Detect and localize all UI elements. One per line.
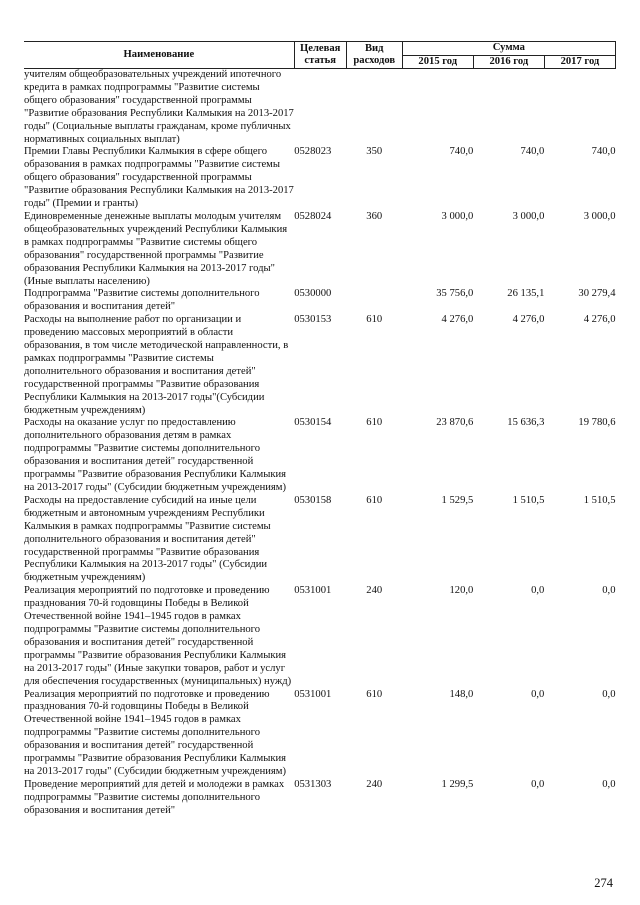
row-sum-2016: 0,0 [531,585,545,597]
row-sum-2015: 1 529,5 [441,494,474,506]
table-row [24,779,616,818]
table-row [24,288,616,314]
row-name: Расходы на оказание услуг по предоставлению дополнительного образования детям в рамках подпрограммы "Развитие системы дополнительного образования и воспитания детей" государственной программы "Развитие образования Республики Калмыкия на 2013-2017 годы" (Субсидии бюджетным учреждениям) [24,417,287,493]
header-type-line1: Вид [364,43,384,54]
row-expense-type [346,69,402,147]
row-expense-type: 610 [366,417,383,429]
table-row [24,585,616,688]
row-sum-2017: 1 510,5 [583,494,616,506]
row-expense-type: 350 [366,146,383,158]
header-year-2017: 2017 год [544,56,615,69]
row-sum-2015: 23 870,6 [436,417,474,429]
row-sum-2016: 740,0 [520,146,545,158]
row-name: Расходы на выполнение работ по организации и проведению массовых мероприятий в области образования, в том числе методической направленности, в рамках подпрограммы "Развитие системы дополнительного образования и воспитания детей" государственной программы "Развитие образования Республики Калмыкия на 2013-2017 годы"(Субсидии бюджетным учреждениям) [24,314,289,416]
row-sum-2017: 4 276,0 [583,314,616,326]
budget-table [24,41,616,818]
row-sum-2015: 3 000,0 [441,210,474,222]
row-sum-2015: 4 276,0 [441,314,474,326]
row-sum-2015: 148,0 [449,688,474,700]
table-row [24,69,616,147]
row-target-article: 0530153 [294,314,332,326]
row-expense-type: 240 [366,585,383,597]
row-target-article: 0530154 [294,417,332,429]
row-target-article: 0530000 [294,288,332,300]
row-target-article: 0531001 [294,585,332,597]
header-year-2016: 2016 год [473,56,544,69]
row-expense-type [346,288,402,314]
table-row [24,689,616,779]
row-sum-2017: 740,0 [591,146,616,158]
header-target-line1: Целевая [300,43,341,54]
row-name: Расходы на предоставление субсидий на иные цели бюджетным и автономным учреждениям Республики Калмыкия в рамках подпрограммы "Развитие системы дополнительного образования и воспитания детей" государственной программы "Развитие образования Республики Калмыкия на 2013-2017 годы" (Субсидии бюджетным учреждениям) [24,494,271,584]
row-sum-2016: 1 510,5 [512,494,545,506]
table-row [24,211,616,288]
row-sum-2016: 3 000,0 [512,210,545,222]
row-name: Реализация мероприятий по подготовке и проведению празднования 70-й годовщины Победы в Великой Отечественной войне 1941–1945 годов в рамках подпрограммы "Развитие системы дополнительного образования и воспитания детей" государственной программы "Развитие образования Республики Калмыкия на 2013-2017 годы" (Иные закупки товаров, работ и услуг для обеспечения государственных (муниципальных) нужд) [24,585,292,687]
row-name: Премии Главы Республики Калмыкия в сфере общего образования в рамках подпрограммы "Развитие системы общего образования" государственной программы "Развитие образования Республики Калмыкия на 2013-2017 годы" (Премии и гранты) [24,146,294,210]
header-expense-type [346,42,402,69]
row-sum-2017: 0,0 [602,688,616,700]
row-expense-type: 360 [366,210,383,222]
table-row [24,417,616,494]
row-target-article: 0531303 [294,778,332,790]
row-sum-2016 [473,69,544,147]
row-target-article: 0530158 [294,494,332,506]
table-row [24,146,616,211]
row-sum-2016: 26 135,1 [507,288,545,300]
row-target-article: 0528023 [294,146,332,158]
row-sum-2016: 0,0 [531,778,545,790]
row-name: Подпрограмма "Развитие системы дополнительного образования и воспитания детей" [24,288,260,313]
header-target-line2: статья [304,55,337,66]
row-sum-2015 [402,69,473,147]
row-expense-type: 240 [366,778,383,790]
header-year-2015: 2015 год [402,56,473,69]
row-target-article [294,69,346,147]
table-row [24,495,616,585]
row-sum-2016: 15 636,3 [507,417,545,429]
page-number: 274 [594,876,613,890]
header-type-line2: расходов [353,55,396,66]
row-sum-2015: 1 299,5 [441,778,474,790]
row-sum-2017: 30 279,4 [578,288,616,300]
row-sum-2017: 0,0 [602,778,616,790]
row-expense-type: 610 [366,494,383,506]
row-sum-2015: 35 756,0 [436,288,474,300]
table-row [24,314,616,417]
row-sum-2017: 3 000,0 [583,210,616,222]
row-name: Реализация мероприятий по подготовке и проведению празднования 70-й годовщины Победы в Великой Отечественной войне 1941–1945 годов в рамках подпрограммы "Развитие системы дополнительного образования и воспитания детей" государственной программы "Развитие образования Республики Калмыкия на 2013-2017 годы" (Субсидии бюджетным учреждениям) [24,688,287,777]
row-sum-2017: 19 780,6 [578,417,616,429]
row-name: Проведение мероприятий для детей и молодежи в рамках подпрограммы "Развитие системы дополнительного образования и воспитания детей" [24,778,285,816]
row-sum-2016: 0,0 [531,688,545,700]
row-sum-2015: 120,0 [449,585,474,597]
row-sum-2017: 0,0 [602,585,616,597]
table-body [24,69,616,818]
header-name: Наименование [24,42,294,69]
table-header [24,42,616,69]
row-sum-2015: 740,0 [449,146,474,158]
header-sum: Сумма [402,42,615,56]
row-target-article: 0528024 [294,210,332,222]
row-expense-type: 610 [366,314,383,326]
row-name: Единовременные денежные выплаты молодым учителям общеобразовательных учреждений Республики Калмыкия в рамках подпрограммы "Развитие системы общего образования" государственной программы "Развитие образования Республики Калмыкия на 2013-2017 годы" (Иные выплаты населению) [24,210,288,287]
header-target-article [294,42,346,69]
row-target-article: 0531001 [294,688,332,700]
row-expense-type: 610 [366,688,383,700]
row-sum-2016: 4 276,0 [512,314,545,326]
row-sum-2017 [544,69,615,147]
row-name: учителям общеобразовательных учреждений ипотечного кредита в рамках подпрограммы "Развитие системы общего образования" государственной программы "Развитие образования Республики Калмыкия на 2013-2017 годы" (Социальные выплаты гражданам, кроме публичных нормативных социальных выплат) [24,69,294,145]
